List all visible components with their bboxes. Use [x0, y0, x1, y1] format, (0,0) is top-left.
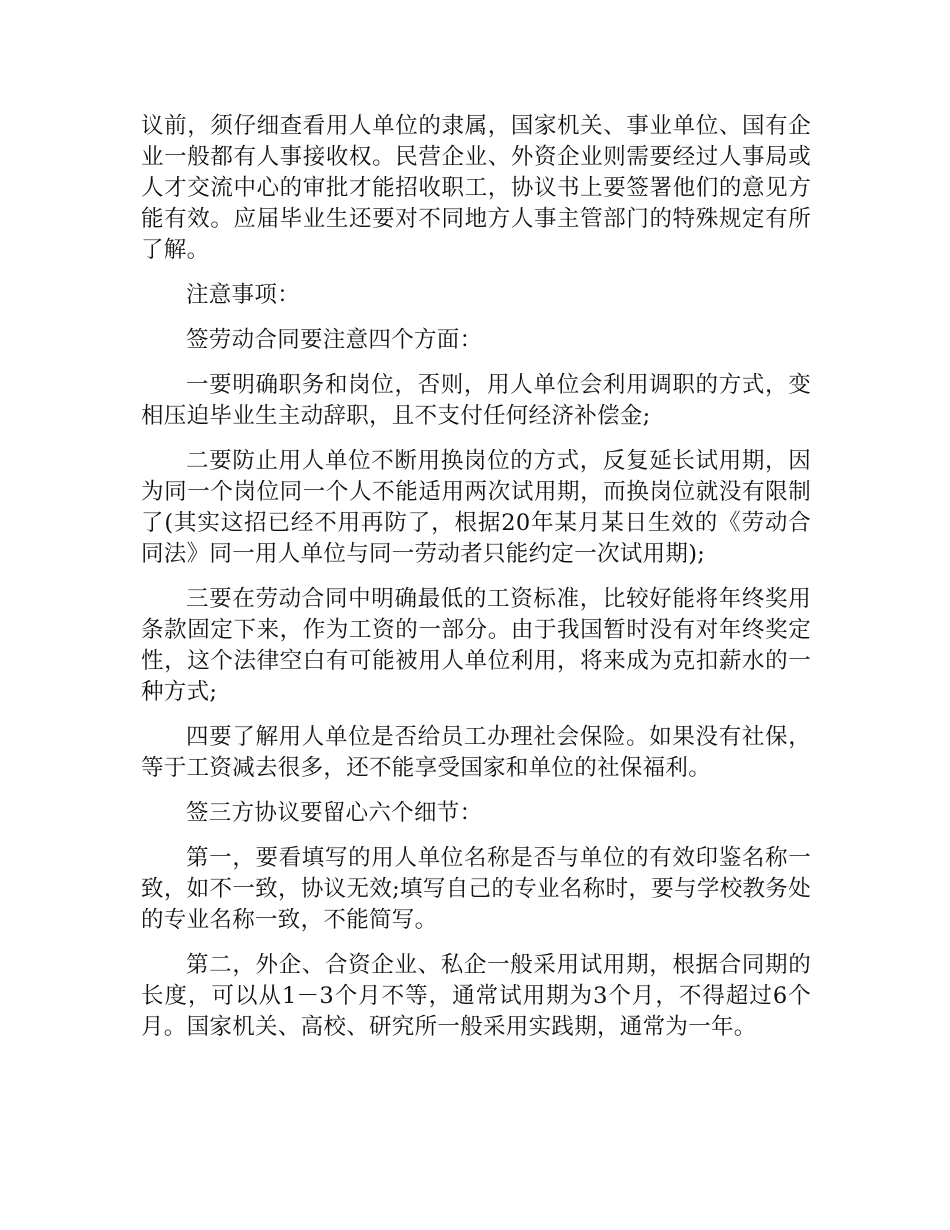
paragraph-1: 议前，须仔细查看用人单位的隶属，国家机关、事业单位、国有企业一般都有人事接收权。民营企业、外资企业则需要经过人事局或人才交流中心的审批才能招收职工，协议书上要签署他们的意见方能有效。应届毕业生还要对不同地方人事主管部门的特殊规定有所了解。	[141, 113, 811, 263]
paragraph-10: 第二，外企、合资企业、私企一般采用试用期，根据合同期的长度，可以从1－3个月不等，通常试用期为3个月，不得超过6个月。国家机关、高校、研究所一般采用实践期，通常为一年。	[141, 952, 811, 1040]
paragraph-6: 三要在劳动合同中明确最低的工资标准，比较好能将年终奖用条款固定下来，作为工资的一部分。由于我国暂时没有对年终奖定性，这个法律空白有可能被用人单位利用，将来成为克扣薪水的一种方式;	[141, 586, 811, 705]
paragraph-8: 签三方协议要留心六个细节：	[186, 800, 483, 826]
document-body	[141, 111, 811, 1057]
paragraph-4: 一要明确职务和岗位，否则，用人单位会利用调职的方式，变相压迫毕业生主动辞职，且不支付任何经济补偿金;	[141, 372, 811, 429]
paragraph-9: 第一，要看填写的用人单位名称是否与单位的有效印鉴名称一致，如不一致，协议无效;填写自己的专业名称时，要与学校教务处的专业名称一致，不能简写。	[141, 845, 811, 933]
paragraph-7: 四要了解用人单位是否给员工办理社会保险。如果没有社保，等于工资减去很多，还不能享受国家和单位的社保福利。	[141, 724, 811, 781]
paragraph-3: 签劳动合同要注意四个方面：	[186, 327, 483, 353]
paragraph-2: 注意事项：	[186, 282, 301, 308]
paragraph-5: 二要防止用人单位不断用换岗位的方式，反复延长试用期，因为同一个岗位同一个人不能适用两次试用期，而换岗位就没有限制了(其实这招已经不用再防了，根据20年某月某日生效的《劳动合同法》同一用人单位与同一劳动者只能约定一次试用期);	[141, 448, 811, 567]
